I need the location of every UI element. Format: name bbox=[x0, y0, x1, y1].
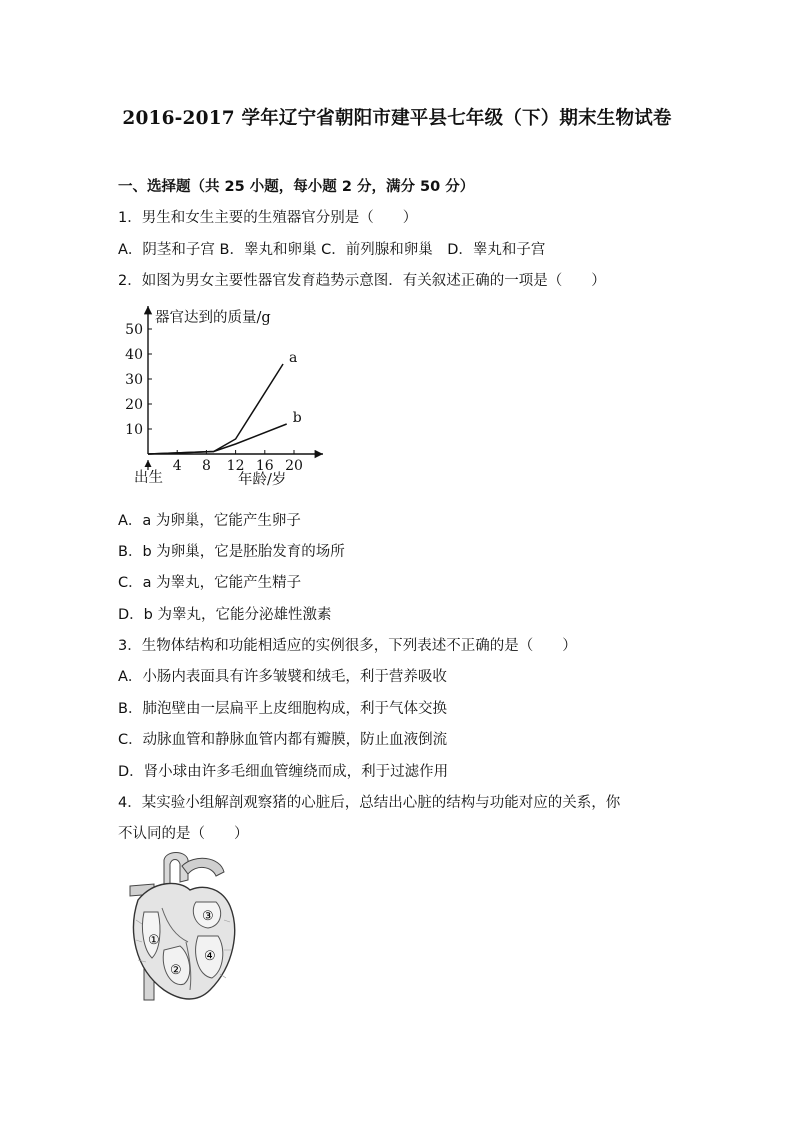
q3-option-c: C．动脉血管和静脉血管内都有瓣膜，防止血液倒流 bbox=[118, 732, 448, 748]
q3-option-a: A．小肠内表面具有许多皱襞和绒毛，利于营养吸收 bbox=[118, 669, 447, 685]
x-tick-label: 20 bbox=[285, 458, 303, 474]
y-tick-label: 20 bbox=[125, 397, 143, 413]
q4-stem-line2: 不认同的是（ ） bbox=[118, 826, 249, 842]
q2-option-d: D．b 为睾丸，它能分泌雄性激素 bbox=[118, 607, 332, 623]
heart-diagram bbox=[124, 850, 242, 1010]
q3-stem: 3．生物体结构和功能相适应的实例很多，下列表述不正确的是（ ） bbox=[118, 638, 577, 654]
chart-xlabel: 年龄/岁 bbox=[238, 472, 287, 488]
chart-origin-label: 出生 bbox=[134, 470, 163, 486]
x-tick-label: 4 bbox=[172, 458, 182, 474]
organ-growth-chart bbox=[118, 302, 328, 497]
series-label-a: a bbox=[289, 350, 298, 366]
y-tick-label: 10 bbox=[125, 422, 143, 438]
q2-option-b: B．b 为卵巢，它是胚胎发育的场所 bbox=[118, 544, 345, 560]
section-heading: 一、选择题（共 25 小题，每小题 2 分，满分 50 分） bbox=[118, 179, 475, 195]
q4-stem-line1: 4．某实验小组解剖观察猪的心脏后，总结出心脏的结构与功能对应的关系，你 bbox=[118, 795, 621, 811]
q1-stem: 1．男生和女生主要的生殖器官分别是（ ） bbox=[118, 210, 418, 226]
series-line-a bbox=[148, 364, 283, 454]
q1-options: A．阴茎和子宫 B．睾丸和卵巢 C．前列腺和卵巢 D．睾丸和子宫 bbox=[118, 242, 546, 258]
q3-option-d: D．肾小球由许多毛细血管缠绕而成，利于过滤作用 bbox=[118, 764, 449, 780]
x-tick-label: 16 bbox=[255, 458, 274, 474]
heart-label-3: ③ bbox=[202, 909, 214, 924]
y-tick-label: 50 bbox=[125, 322, 143, 338]
q3-option-b: B．肺泡壁由一层扁平上皮细胞构成，利于气体交换 bbox=[118, 701, 447, 717]
series-line-b bbox=[148, 424, 287, 454]
y-tick-label: 30 bbox=[125, 372, 143, 388]
chart-ylabel: 器官达到的质量/g bbox=[155, 310, 271, 326]
q2-option-c: C．a 为睾丸，它能产生精子 bbox=[118, 575, 302, 591]
y-tick-label: 40 bbox=[125, 347, 143, 363]
x-tick-label: 8 bbox=[201, 458, 211, 474]
x-tick-label: 12 bbox=[226, 458, 245, 474]
q2-stem: 2．如图为男女主要性器官发育趋势示意图．有关叙述正确的一项是（ ） bbox=[118, 273, 606, 289]
page-title: 2016-2017 学年辽宁省朝阳市建平县七年级（下）期末生物试卷 bbox=[122, 108, 672, 129]
heart-label-4: ④ bbox=[204, 949, 216, 964]
heart-label-2: ② bbox=[170, 963, 182, 978]
q2-option-a: A．a 为卵巢，它能产生卵子 bbox=[118, 513, 301, 529]
series-label-b: b bbox=[292, 410, 302, 426]
heart-label-1: ① bbox=[148, 933, 160, 948]
